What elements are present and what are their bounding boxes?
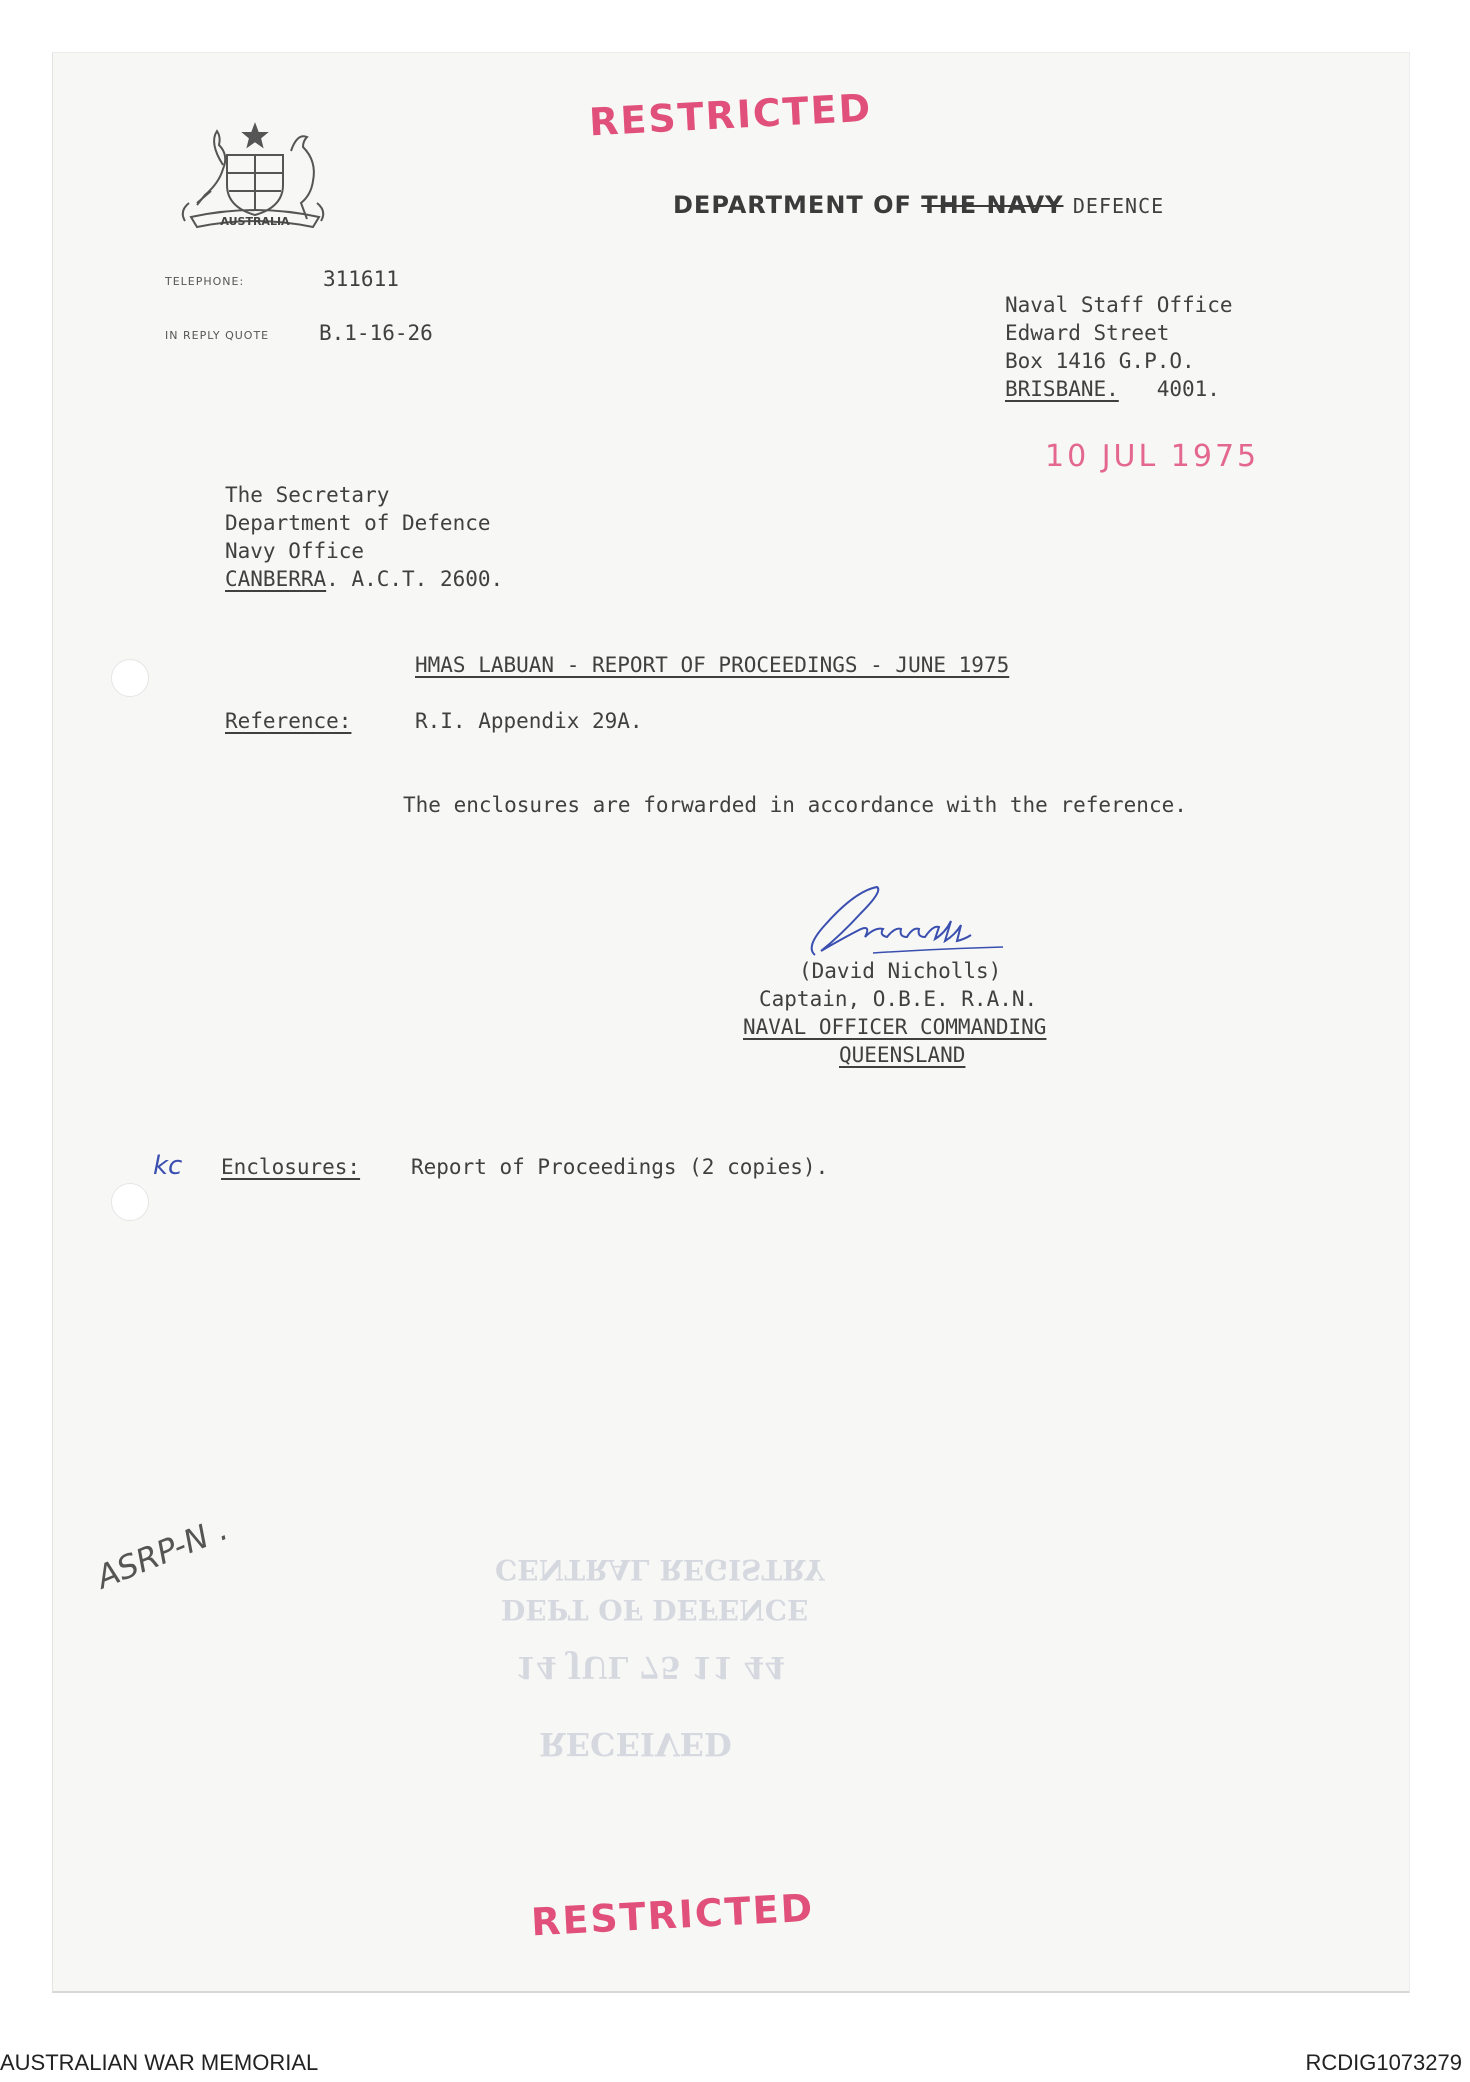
subject-line: HMAS LABUAN - REPORT OF PROCEEDINGS - JUNE 1975	[415, 653, 1010, 677]
enclosures-label: Enclosures:	[221, 1155, 361, 1179]
sender-address	[1005, 291, 1233, 403]
sender-line-2: Edward Street	[1005, 321, 1170, 345]
registry-line-4: RECEIVED	[539, 1725, 732, 1763]
handwritten-note: ASRP-N .	[91, 1509, 234, 1597]
registry-line-3: 14 JUL 75 11 44	[515, 1649, 786, 1684]
registry-line-2: DEPT OF DEFENCE	[501, 1593, 809, 1626]
recipient-city: CANBERRA	[225, 567, 327, 591]
enclosure-tick-mark: kc	[153, 1151, 183, 1181]
recipient-line-3: Navy Office	[225, 539, 365, 563]
registry-line-1: CENTRAL REGISTRY	[495, 1553, 825, 1586]
reference-label: Reference:	[225, 709, 352, 733]
restricted-stamp-bottom: RESTRICTED	[530, 1885, 816, 1945]
recipient-line-1: The Secretary	[225, 483, 390, 507]
recipient-rest: . A.C.T. 2600.	[326, 567, 504, 591]
reply-quote-label: IN REPLY QUOTE	[165, 329, 270, 342]
document-sheet	[52, 52, 1410, 1993]
reference-value: R.I. Appendix 29A.	[415, 709, 643, 733]
signatory-rank: Captain, O.B.E. R.A.N.	[759, 987, 1038, 1011]
date-stamp: 10 JUL 1975	[1045, 439, 1260, 474]
recipient-line-2: Department of Defence	[225, 511, 491, 535]
punch-hole-bottom	[111, 1183, 149, 1221]
telephone-label: TELEPHONE:	[165, 275, 245, 288]
footer-id: RCDIG1073279	[1305, 2050, 1462, 2075]
department-struck: THE NAVY	[921, 191, 1064, 219]
signatory-title-2: QUEENSLAND	[839, 1043, 966, 1067]
telephone-value: 311611	[323, 267, 399, 291]
sender-city: BRISBANE.	[1005, 377, 1119, 401]
sender-line-4	[1005, 375, 1233, 403]
coat-of-arms-icon	[171, 121, 339, 231]
recipient-line-4	[225, 565, 503, 593]
signatory-name: (David Nicholls)	[799, 959, 1002, 983]
restricted-stamp-top: RESTRICTED	[588, 85, 874, 145]
footer-source: AUSTRALIAN WAR MEMORIAL	[0, 2050, 319, 2075]
sender-line-1: Naval Staff Office	[1005, 293, 1233, 317]
punch-hole-top	[111, 659, 149, 697]
department-overtype: DEFENCE	[1072, 194, 1165, 218]
sender-postcode: 4001.	[1156, 377, 1220, 401]
registry-stamp	[495, 1553, 835, 1793]
department-heading	[673, 191, 1164, 219]
body-text: The enclosures are forwarded in accordance with the reference.	[403, 793, 1187, 817]
crest-label: AUSTRALIA	[220, 215, 290, 228]
reply-quote-value: B.1-16-26	[319, 321, 433, 345]
enclosures-value: Report of Proceedings (2 copies).	[411, 1155, 829, 1179]
sender-line-3: Box 1416 G.P.O.	[1005, 349, 1195, 373]
department-prefix: DEPARTMENT OF	[673, 191, 912, 219]
signature-scribble	[793, 881, 1033, 961]
recipient-address	[225, 481, 503, 593]
signatory-title-1: NAVAL OFFICER COMMANDING	[743, 1015, 1047, 1039]
